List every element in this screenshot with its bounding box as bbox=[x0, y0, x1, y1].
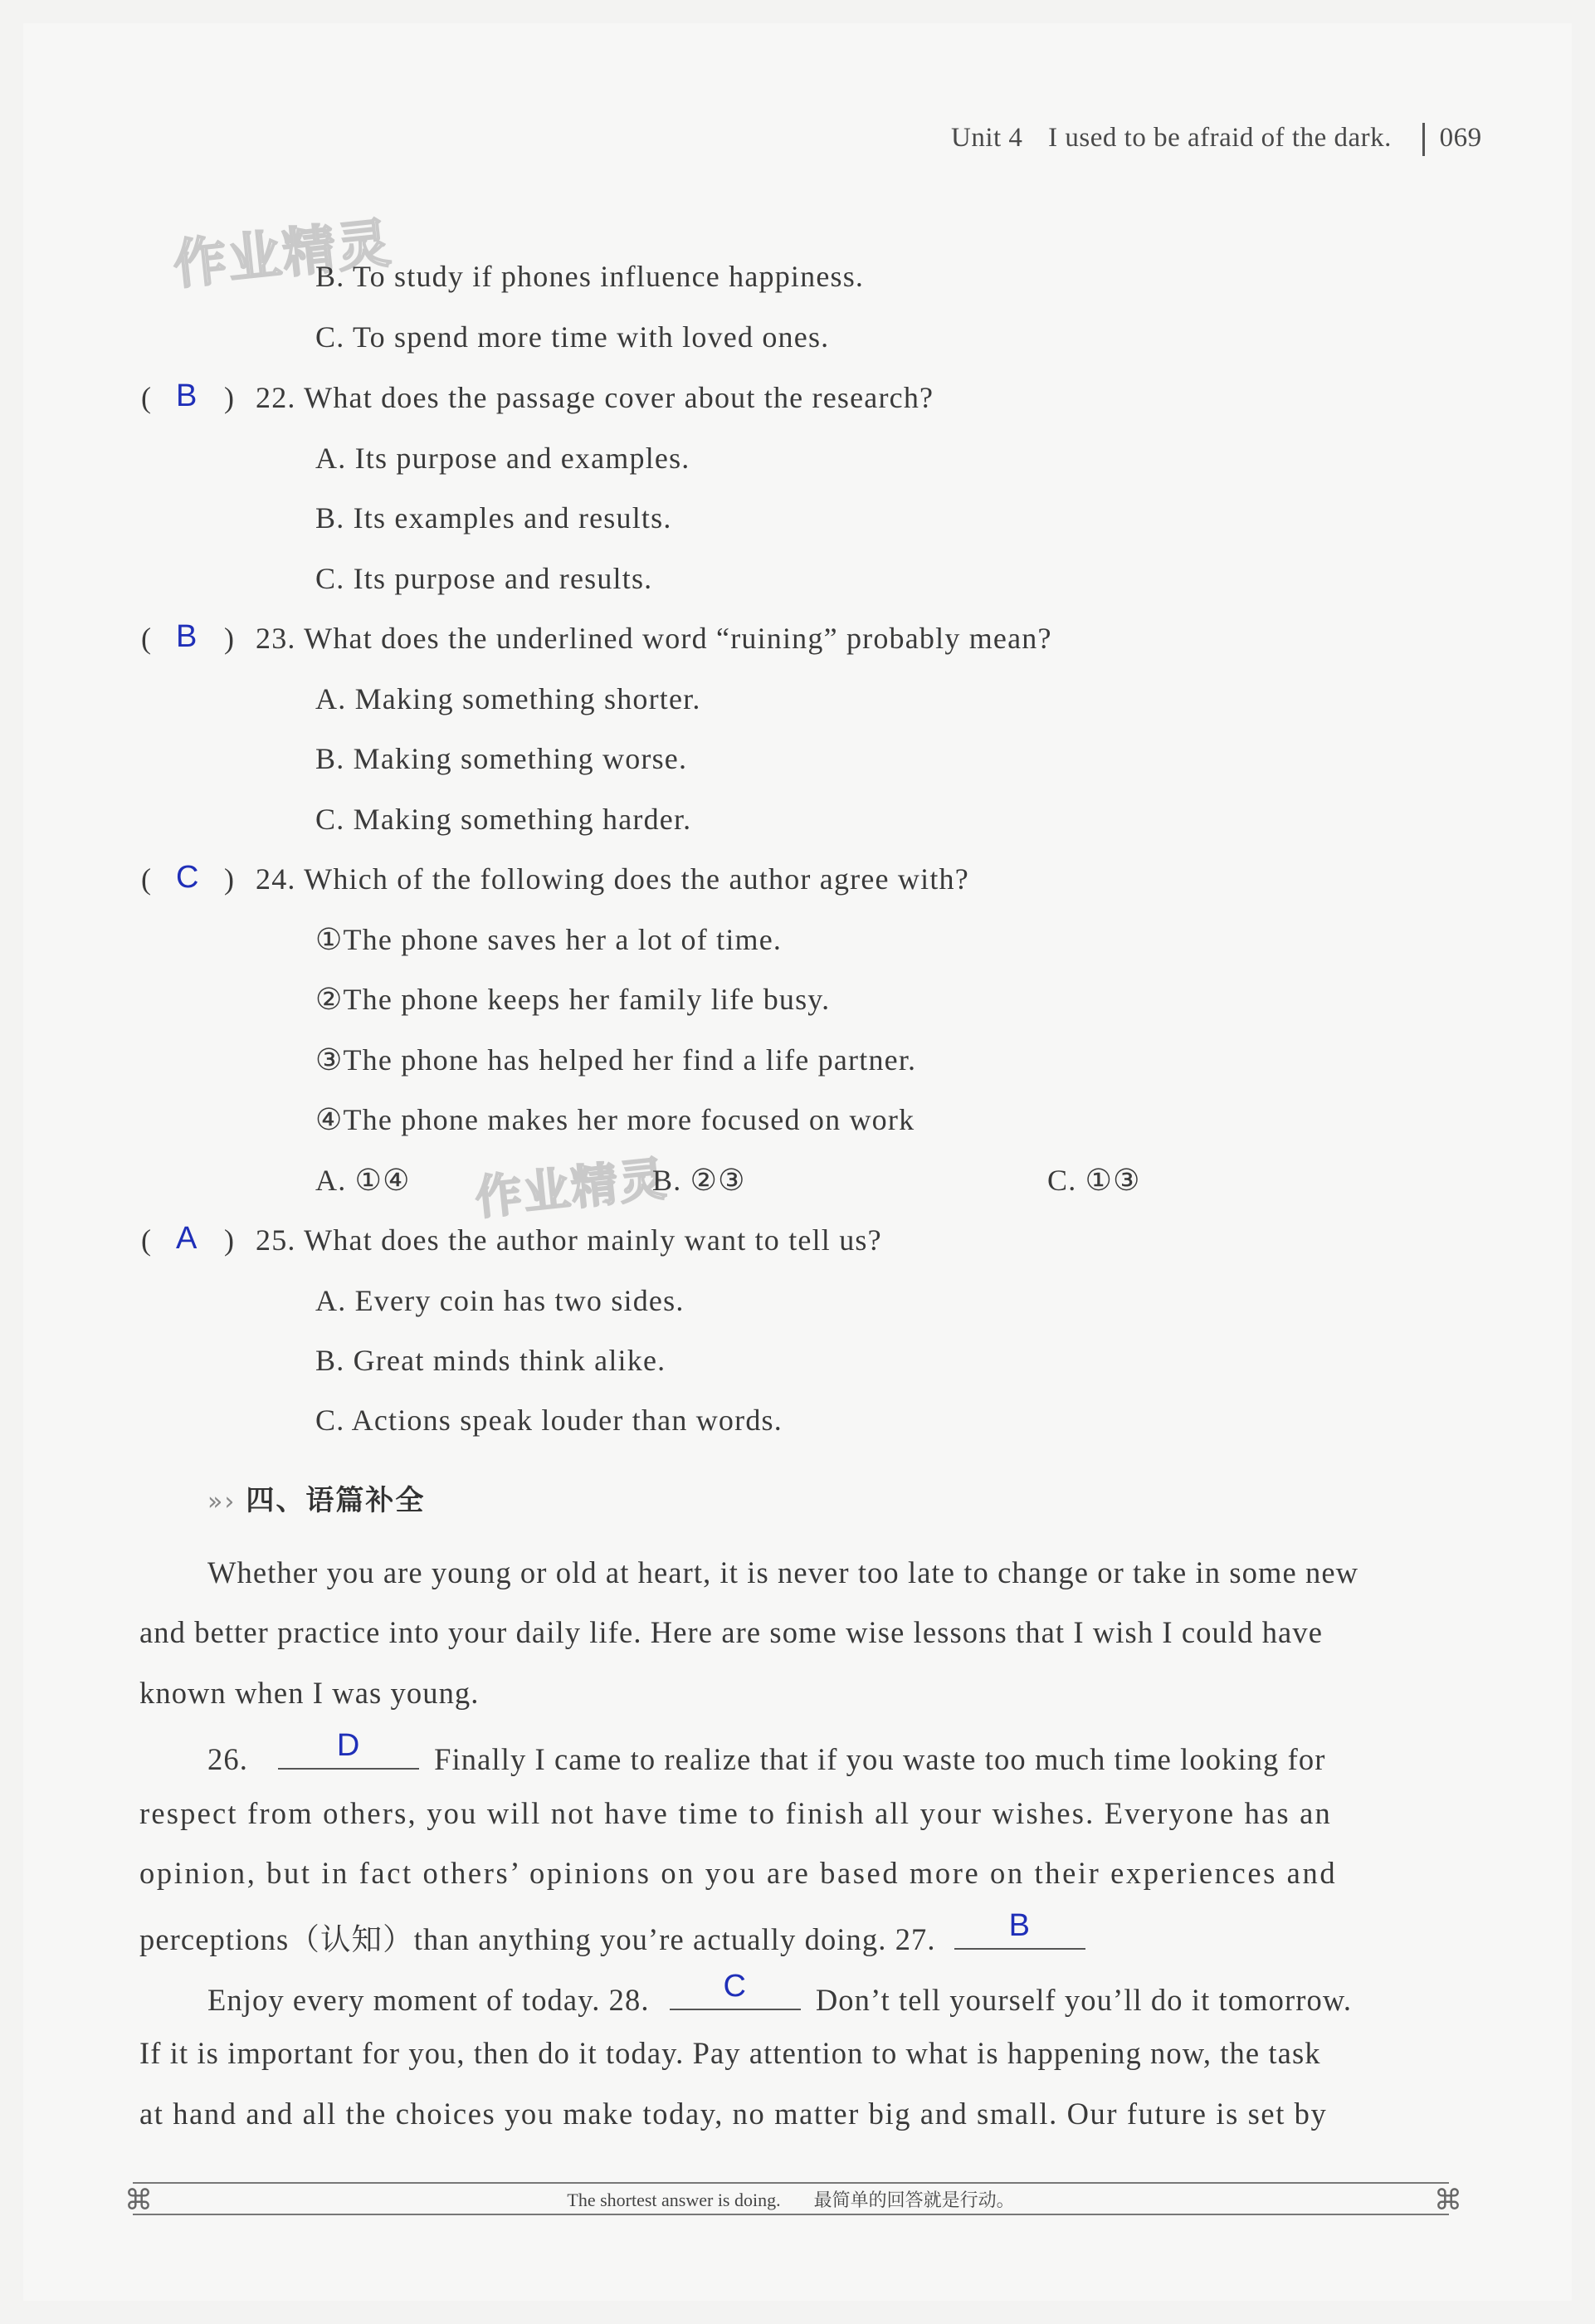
footer-ornament-icon: ⌘ bbox=[124, 2184, 153, 2217]
option-line: C. Its purpose and results. bbox=[315, 562, 653, 595]
passage-text: Don’t tell yourself you’ll do it tomorrow. bbox=[815, 1983, 1353, 2017]
answer-bracket: ) bbox=[224, 622, 234, 655]
option-line: C. Making something harder. bbox=[315, 803, 692, 836]
statement-line: ③The phone has helped her find a life partner. bbox=[315, 1043, 917, 1077]
passage-text: Finally I came to realize that if you waste too much time looking for bbox=[434, 1742, 1326, 1776]
page bbox=[23, 23, 1572, 2301]
answer-blank bbox=[670, 1969, 801, 2010]
question-stem: 23. What does the underlined word “ruining” probably mean? bbox=[256, 622, 1052, 655]
choice-c: C. ①③ bbox=[1047, 1164, 1141, 1197]
answer-bracket: ( bbox=[141, 1223, 151, 1257]
option-line: A. Making something shorter. bbox=[315, 682, 701, 715]
passage-line: Whether you are young or old at heart, it is never too late to change or take in some new bbox=[207, 1555, 1359, 1589]
answer-bracket: ) bbox=[224, 862, 234, 896]
answer-mark: C bbox=[723, 1969, 748, 2004]
option-line: B. To study if phones influence happiness. bbox=[315, 260, 865, 293]
answer-bracket: ) bbox=[224, 1223, 234, 1257]
passage-line: opinion, but in fact others’ opinions on you are based more on their experiences and bbox=[139, 1856, 1338, 1890]
watermark-logo: 作业精灵 bbox=[472, 1152, 671, 1226]
passage-line: and better practice into your daily life. Here are some wise lessons that I wish I could have bbox=[139, 1615, 1323, 1649]
answer-blank bbox=[278, 1728, 419, 1770]
answer-mark: B bbox=[176, 378, 198, 413]
footer-motto-en: The shortest answer is doing. bbox=[567, 2190, 781, 2210]
option-line: B. Great minds think alike. bbox=[315, 1344, 666, 1377]
option-line: C. To spend more time with loved ones. bbox=[315, 320, 830, 354]
page-number: 069 bbox=[1439, 123, 1482, 153]
option-line: B. Its examples and results. bbox=[315, 501, 672, 535]
option-line: B. Making something worse. bbox=[315, 742, 688, 775]
header-divider bbox=[1422, 123, 1425, 156]
section-heading bbox=[207, 1477, 425, 1518]
question-stem: 24. Which of the following does the author agree with? bbox=[256, 862, 969, 896]
chevron-right-icon: »› bbox=[207, 1487, 237, 1516]
passage-line bbox=[207, 1969, 1353, 2018]
option-line: A. Every coin has two sides. bbox=[315, 1284, 685, 1317]
footer-ornament-icon: ⌘ bbox=[1434, 2184, 1462, 2217]
passage-line bbox=[207, 1728, 1326, 1777]
watermark-logo: 作业精灵 bbox=[170, 212, 395, 297]
footer-motto-cn: 最简单的回答就是行动。 bbox=[813, 2190, 1015, 2211]
passage-line: If it is important for you, then do it today. Pay attention to what is happening now, the task bbox=[139, 2036, 1321, 2070]
answer-bracket: ) bbox=[224, 381, 234, 414]
passage-text: Enjoy every moment of today. 28. bbox=[207, 1983, 650, 2017]
passage-line: at hand and all the choices you make today, no matter big and small. Our future is set by bbox=[139, 2097, 1328, 2131]
choice-a: A. ①④ bbox=[315, 1164, 411, 1197]
statement-line: ②The phone keeps her family life busy. bbox=[315, 983, 831, 1016]
passage-line: known when I was young. bbox=[139, 1676, 480, 1710]
passage-line: respect from others, you will not have time to finish all your wishes. Everyone has an bbox=[139, 1796, 1333, 1830]
answer-blank bbox=[954, 1908, 1085, 1950]
statement-line: ①The phone saves her a lot of time. bbox=[315, 923, 783, 956]
question-stem: 25. What does the author mainly want to tell us? bbox=[256, 1223, 882, 1257]
unit-label: Unit 4 bbox=[951, 123, 1023, 153]
answer-mark: C bbox=[176, 860, 199, 895]
question-number: 26. bbox=[207, 1742, 248, 1776]
answer-mark: B bbox=[1008, 1908, 1032, 1943]
answer-mark: B bbox=[176, 619, 198, 654]
statement-line: ④The phone makes her more focused on work bbox=[315, 1103, 915, 1136]
page-header bbox=[951, 123, 1482, 156]
answer-mark: A bbox=[176, 1221, 198, 1256]
answer-bracket: ( bbox=[141, 862, 151, 896]
question-stem: 22. What does the passage cover about the research? bbox=[256, 381, 934, 414]
unit-title: I used to be afraid of the dark. bbox=[1048, 123, 1392, 153]
choice-b: B. ②③ bbox=[652, 1164, 746, 1197]
page-footer bbox=[133, 2182, 1449, 2215]
footer-motto bbox=[133, 2186, 1449, 2212]
option-line: A. Its purpose and examples. bbox=[315, 442, 690, 475]
passage-text: perceptions（认知）than anything you’re actually doing. 27. bbox=[139, 1922, 936, 1956]
answer-bracket: ( bbox=[141, 381, 151, 414]
option-line: C. Actions speak louder than words. bbox=[315, 1404, 783, 1437]
passage-line bbox=[139, 1908, 1085, 1959]
answer-mark: D bbox=[336, 1728, 361, 1763]
section-title: 四、语篇补全 bbox=[246, 1484, 426, 1517]
answer-bracket: ( bbox=[141, 622, 151, 655]
